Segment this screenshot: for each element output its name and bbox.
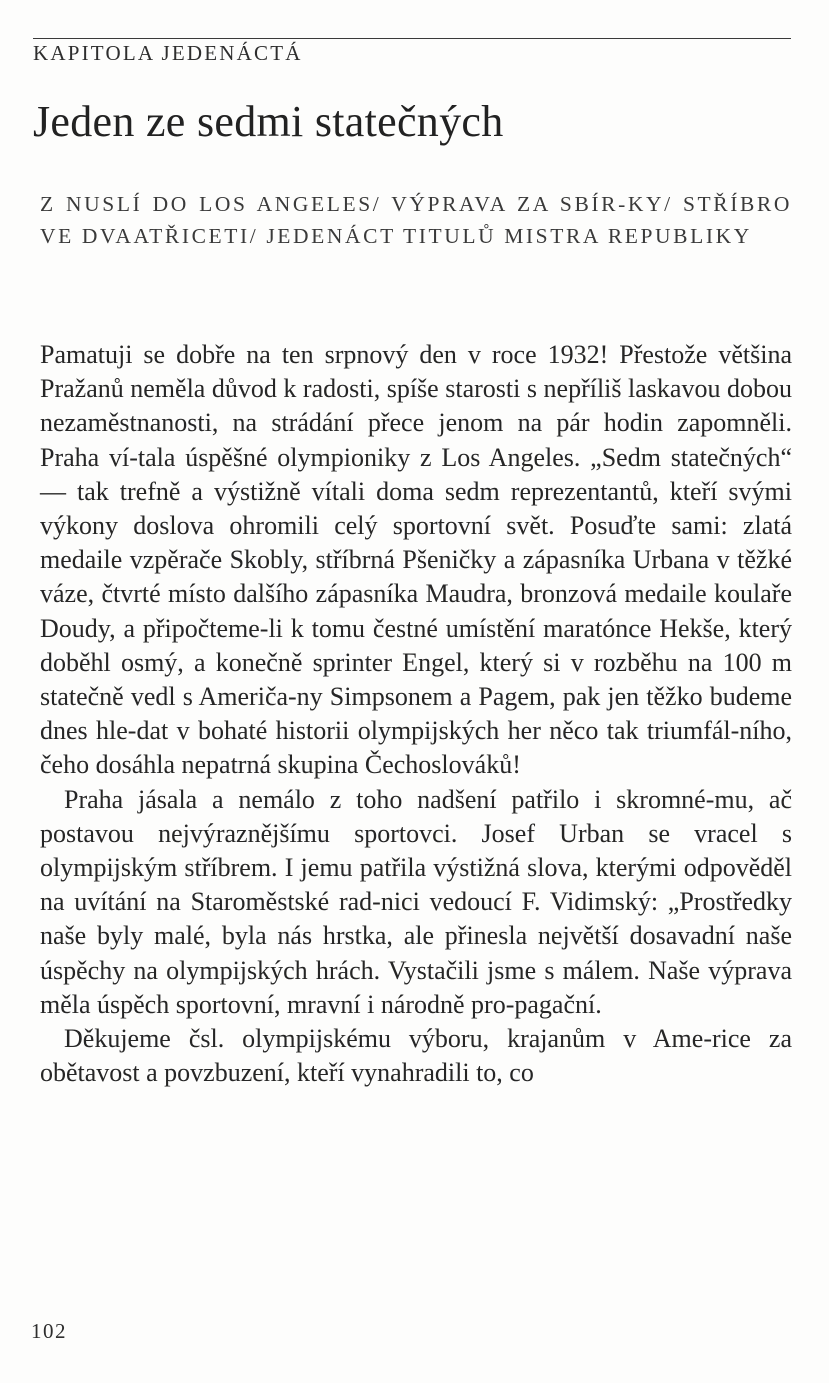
paragraph-3: Děkujeme čsl. olympijskému výboru, krajanům v Ame-rice za obětavost a povzbuzení, kteří vynahradili to, co — [40, 1024, 792, 1088]
header-rule — [33, 38, 791, 39]
chapter-label: KAPITOLA JEDENÁCTÁ — [33, 41, 303, 65]
chapter-body — [40, 338, 792, 1090]
chapter-title: Jeden ze sedmi statečných — [33, 97, 504, 146]
paragraph-1: Pamatuji se dobře na ten srpnový den v roce 1932! Přestože většina Pražanů neměla důvod k radosti, spíše starosti s nepříliš laskavou dobou nezaměstnanosti, na strádání přece jenom na pár hodin zapomněli. Praha ví-tala úspěšné olympioniky z Los Angeles. „Sedm statečných“ — tak trefně a výstižně vítali doma sedm reprezentantů, kteří svými výkony doslova ohromili celý sportovní svět. Posuďte sami: zlatá medaile vzpěrače Skobly, stříbrná Pšeničky a zápasníka Urbana v těžké váze, čtvrté místo dalšího zápasníka Maudra, bronzová medaile koulaře Doudy, a připočteme-li k tomu čestné umístění maratónce Hekše, který doběhl osmý, a konečně sprinter Engel, který si v rozběhu na 100 m statečně vedl s Američa-ny Simpsonem a Pagem, pak jen těžko budeme dnes hle-dat v bohaté historii olympijských her něco tak triumfál-ního, čeho dosáhla nepatrná skupina Čechoslováků! — [40, 340, 792, 780]
page-number: 102 — [31, 1319, 67, 1343]
chapter-summary: Z NUSLÍ DO LOS ANGELES/ VÝPRAVA ZA SBÍR-KY/ STŘÍBRO VE DVAATŘICETI/ JEDENÁCT TITULŮ MISTRA REPUBLIKY — [40, 192, 792, 248]
paragraph-2: Praha jásala a nemálo z toho nadšení patřilo i skromné-mu, ač postavou nejvýraznějšímu sportovci. Josef Urban se vracel s olympijským stříbrem. I jemu patřila výstižná slova, kterými odpověděl na uvítání na Staroměstské rad-nici vedoucí F. Vidimský: „Prostředky naše byly malé, byla nás hrstka, ale přinesla největší dosavadní naše úspěchy na olympijských hrách. Vystačili jsme s málem. Naše výprava měla úspěch sportovní, mravní i národně pro-pagační. — [40, 784, 792, 1019]
